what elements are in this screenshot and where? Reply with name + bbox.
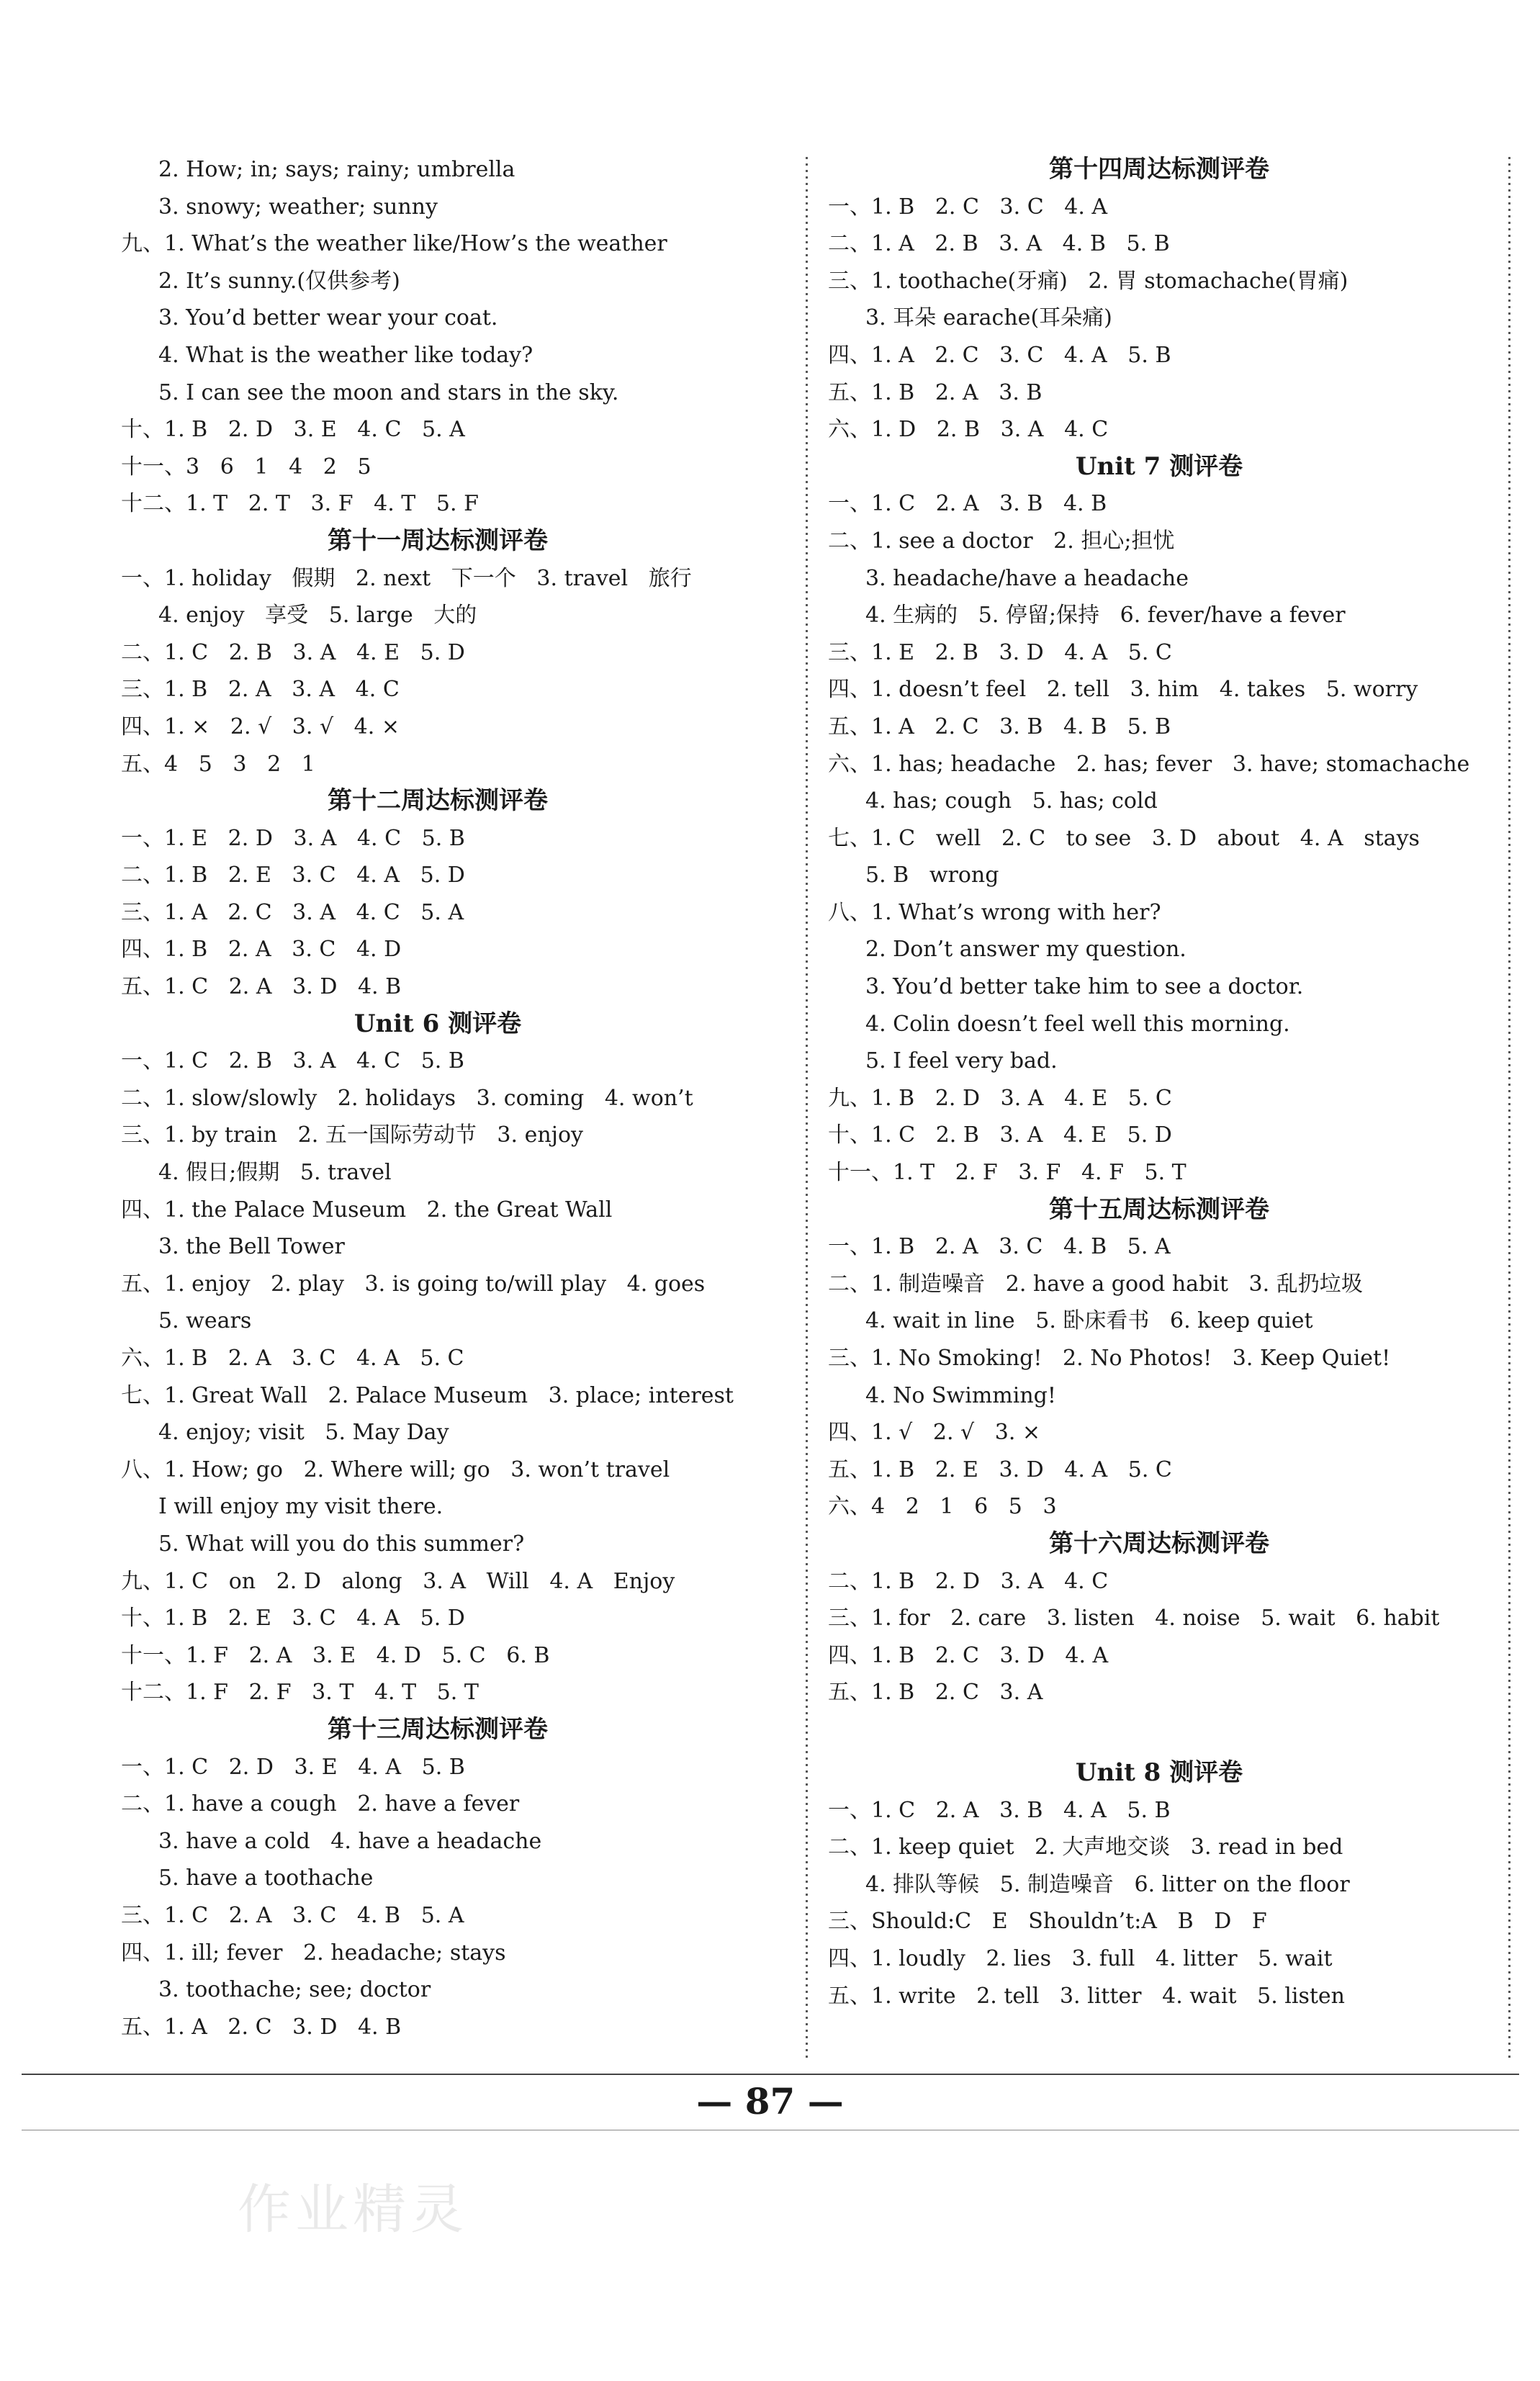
answer-line: 四、1. B 2. C 3. D 4. A	[828, 1642, 1109, 1668]
answer-line: 一、1. C 2. A 3. B 4. B	[828, 491, 1107, 517]
answer-line: 六、1. D 2. B 3. A 4. C	[828, 417, 1109, 443]
answer-line: I will enjoy my visit there.	[158, 1494, 443, 1520]
answer-line: 一、1. C 2. D 3. E 4. A 5. B	[121, 1754, 465, 1780]
answer-line: 4. has; cough 5. has; cold	[865, 788, 1158, 814]
section-heading: Unit 6 测评卷	[354, 1009, 522, 1038]
right-edge-border	[1505, 157, 1513, 2058]
answer-line: 四、1. loudly 2. lies 3. full 4. litter 5. wait	[828, 1945, 1333, 1971]
watermark: 作业精灵	[238, 2179, 468, 2241]
answer-line: 4. enjoy 享受 5. large 大的	[158, 603, 477, 629]
answer-line: 二、1. C 2. B 3. A 4. E 5. D	[121, 639, 465, 665]
answer-line: 三、1. C 2. A 3. C 4. B 5. A	[121, 1902, 464, 1928]
answer-line: 二、1. slow/slowly 2. holidays 3. coming 4. won’t	[121, 1085, 693, 1111]
answer-line: 五、1. A 2. C 3. D 4. B	[121, 2014, 402, 2040]
answer-line: 十一、1. T 2. F 3. F 4. F 5. T	[828, 1160, 1186, 1186]
answer-line: 二、1. B 2. D 3. A 4. C	[828, 1568, 1109, 1594]
answer-line: 三、Should:C E Shouldn’t:A B D F	[828, 1909, 1267, 1935]
answer-line: 四、1. A 2. C 3. C 4. A 5. B	[828, 342, 1171, 368]
answer-line: 五、1. C 2. A 3. D 4. B	[121, 974, 402, 1000]
answer-line: 2. Don’t answer my question.	[865, 937, 1186, 963]
answer-line: 3. snowy; weather; sunny	[158, 194, 438, 220]
answer-line: 4. Colin doesn’t feel well this morning.	[865, 1011, 1290, 1037]
answer-line: 八、1. How; go 2. Where will; go 3. won’t travel	[121, 1457, 670, 1482]
answer-line: 五、1. B 2. A 3. B	[828, 379, 1043, 405]
answer-line: 一、1. E 2. D 3. A 4. C 5. B	[121, 825, 465, 851]
page-number: — 87 —	[696, 2080, 844, 2123]
answer-line: 五、1. enjoy 2. play 3. is going to/will play 4. goes	[121, 1271, 706, 1297]
answer-line: 三、1. B 2. A 3. A 4. C	[121, 677, 400, 703]
answer-line: 3. toothache; see; doctor	[158, 1977, 431, 2003]
answer-line: 四、1. the Palace Museum 2. the Great Wall	[121, 1197, 613, 1223]
answer-line: 六、4 2 1 6 5 3	[828, 1494, 1057, 1520]
answer-line: 5. I feel very bad.	[865, 1048, 1058, 1074]
answer-line: 七、1. C well 2. C to see 3. D about 4. A stays	[828, 825, 1420, 851]
answer-line: 5. have a toothache	[158, 1865, 374, 1891]
answer-line: 三、1. A 2. C 3. A 4. C 5. A	[121, 899, 464, 925]
answer-line: 三、1. by train 2. 五一国际劳动节 3. enjoy	[121, 1122, 583, 1148]
answer-line: 4. 生病的 5. 停留;保持 6. fever/have a fever	[865, 603, 1346, 629]
answer-line: 二、1. keep quiet 2. 大声地交谈 3. read in bed	[828, 1835, 1343, 1860]
right-column	[828, 151, 1490, 2015]
section-heading: Unit 7 测评卷	[1075, 451, 1243, 481]
answer-line: 二、1. 制造噪音 2. have a good habit 3. 乱扔垃圾	[828, 1271, 1363, 1297]
answer-line: 十二、1. F 2. F 3. T 4. T 5. T	[121, 1680, 479, 1706]
section-heading: 第十五周达标测评卷	[1049, 1194, 1269, 1224]
column-divider	[802, 157, 811, 2058]
answer-line: 5. I can see the moon and stars in the sky.	[158, 379, 619, 405]
answer-line: 三、1. E 2. B 3. D 4. A 5. C	[828, 639, 1172, 665]
answer-line: 九、1. C on 2. D along 3. A Will 4. A Enjoy	[121, 1568, 675, 1594]
left-column	[121, 151, 755, 2045]
answer-line: 4. enjoy; visit 5. May Day	[158, 1420, 449, 1446]
answer-line: 一、1. C 2. B 3. A 4. C 5. B	[121, 1048, 464, 1074]
answer-line: 三、1. No Smoking! 2. No Photos! 3. Keep Quiet!	[828, 1346, 1391, 1371]
answer-line: 十、1. C 2. B 3. A 4. E 5. D	[828, 1122, 1172, 1148]
answer-line: 十、1. B 2. E 3. C 4. A 5. D	[121, 1606, 465, 1631]
answer-line: 2. How; in; says; rainy; umbrella	[158, 157, 515, 182]
answer-line: 3. the Bell Tower	[158, 1234, 345, 1260]
answer-line: 一、1. B 2. C 3. C 4. A	[828, 194, 1108, 220]
answer-line: 二、1. A 2. B 3. A 4. B 5. B	[828, 231, 1170, 257]
answer-line: 3. headache/have a headache	[865, 565, 1189, 591]
answer-line: 十二、1. T 2. T 3. F 4. T 5. F	[121, 491, 479, 517]
section-heading: Unit 8 测评卷	[1075, 1757, 1243, 1787]
answer-line: 4. 排队等候 5. 制造噪音 6. litter on the floor	[865, 1871, 1350, 1897]
answer-line: 三、1. for 2. care 3. listen 4. noise 5. wait 6. habit	[828, 1606, 1440, 1631]
answer-line: 七、1. Great Wall 2. Palace Museum 3. place; interest	[121, 1382, 734, 1408]
answer-line: 六、1. B 2. A 3. C 4. A 5. C	[121, 1346, 464, 1371]
section-heading: 第十四周达标测评卷	[1049, 155, 1269, 184]
answer-line: 九、1. B 2. D 3. A 4. E 5. C	[828, 1085, 1172, 1111]
answer-line: 十一、1. F 2. A 3. E 4. D 5. C 6. B	[121, 1642, 550, 1668]
answer-line: 二、1. have a cough 2. have a fever	[121, 1791, 520, 1817]
answer-line: 4. wait in line 5. 卧床看书 6. keep quiet	[865, 1308, 1313, 1334]
answer-line: 四、1. ill; fever 2. headache; stays	[121, 1940, 506, 1966]
answer-line: 4. What is the weather like today?	[158, 342, 533, 368]
answer-line: 五、4 5 3 2 1	[121, 751, 315, 777]
answer-line: 十一、3 6 1 4 2 5	[121, 454, 372, 480]
answer-line: 四、1. √ 2. √ 3. ×	[828, 1420, 1041, 1446]
answer-line: 五、1. A 2. C 3. B 4. B 5. B	[828, 714, 1171, 739]
answer-line: 5. B wrong	[865, 863, 999, 888]
section-heading: 第十二周达标测评卷	[328, 786, 548, 816]
answer-line: 四、1. doesn’t feel 2. tell 3. him 4. takes 5. worry	[828, 677, 1418, 703]
answer-line: 五、1. write 2. tell 3. litter 4. wait 5. listen	[828, 1983, 1345, 2009]
answer-line: 二、1. see a doctor 2. 担心;担忧	[828, 528, 1175, 554]
answer-line: 5. wears	[158, 1308, 252, 1334]
answer-line: 四、1. × 2. √ 3. √ 4. ×	[121, 714, 400, 739]
answer-line: 五、1. B 2. E 3. D 4. A 5. C	[828, 1457, 1172, 1482]
answer-line: 2. It’s sunny.(仅供参考)	[158, 268, 400, 294]
answer-line: 4. 假日;假期 5. travel	[158, 1160, 392, 1186]
answer-line: 一、1. holiday 假期 2. next 下一个 3. travel 旅行	[121, 565, 692, 591]
answer-line: 十、1. B 2. D 3. E 4. C 5. A	[121, 417, 465, 443]
answer-line: 六、1. has; headache 2. has; fever 3. have; stomachache	[828, 751, 1470, 777]
answer-line: 3. You’d better take him to see a doctor.	[865, 974, 1304, 1000]
answer-line: 四、1. B 2. A 3. C 4. D	[121, 937, 402, 963]
answer-line: 3. 耳朵 earache(耳朵痛)	[865, 305, 1112, 331]
section-heading: 第十六周达标测评卷	[1049, 1529, 1269, 1558]
answer-line: 八、1. What’s wrong with her?	[828, 899, 1161, 925]
answer-line: 3. have a cold 4. have a headache	[158, 1828, 542, 1854]
section-heading: 第十三周达标测评卷	[328, 1714, 548, 1744]
answer-line: 九、1. What’s the weather like/How’s the weather	[121, 231, 667, 257]
answer-line: 3. You’d better wear your coat.	[158, 305, 498, 331]
section-heading: 第十一周达标测评卷	[328, 526, 548, 555]
answer-line: 三、1. toothache(牙痛) 2. 胃 stomachache(胃痛)	[828, 268, 1348, 294]
answer-line: 4. No Swimming!	[865, 1382, 1056, 1408]
answer-line: 五、1. B 2. C 3. A	[828, 1680, 1043, 1706]
answer-line: 一、1. B 2. A 3. C 4. B 5. A	[828, 1234, 1171, 1260]
answer-line: 一、1. C 2. A 3. B 4. A 5. B	[828, 1797, 1171, 1823]
answer-line: 5. What will you do this summer?	[158, 1531, 525, 1557]
answer-line: 二、1. B 2. E 3. C 4. A 5. D	[121, 863, 465, 888]
